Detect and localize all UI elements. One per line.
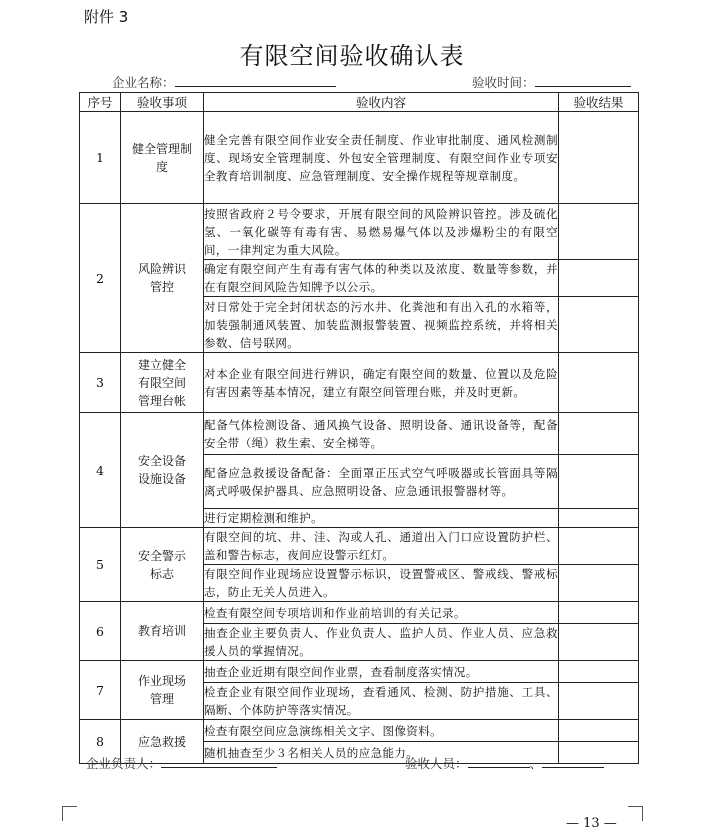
company-leader-label: 企业负责人： bbox=[86, 756, 162, 771]
row-result-cell[interactable] bbox=[559, 353, 639, 413]
row-content: 随机抽查至少３名相关人员的应急能力。 bbox=[204, 742, 559, 764]
header-result: 验收结果 bbox=[559, 93, 639, 112]
header-seq: 序号 bbox=[80, 93, 121, 112]
row-result-cell[interactable] bbox=[559, 297, 639, 353]
table-row bbox=[80, 661, 639, 683]
row-item: 应急救援 bbox=[121, 720, 204, 764]
inspector-blank-1 bbox=[468, 755, 530, 768]
row-content: 抽查企业主要负责人、作业负责人、监护人员、作业人员、应急救援人员的掌握情况。 bbox=[204, 624, 559, 661]
row-result-cell[interactable] bbox=[559, 509, 639, 528]
row-number: 4 bbox=[80, 413, 121, 528]
table-row bbox=[80, 112, 639, 204]
table-row bbox=[80, 528, 639, 565]
row-item: 作业现场管理 bbox=[121, 661, 204, 720]
page-title: 有限空间验收确认表 bbox=[239, 42, 465, 70]
inspection-time-label: 验收时间： bbox=[472, 75, 535, 90]
row-number: 5 bbox=[80, 528, 121, 602]
row-result-cell[interactable] bbox=[559, 413, 639, 455]
row-number: 7 bbox=[80, 661, 121, 720]
row-number: 3 bbox=[80, 353, 121, 413]
row-item: 安全警示标志 bbox=[121, 528, 204, 602]
row-content: 按照省政府２号令要求，开展有限空间的风险辨识管控。涉及硫化氢、一氧化碳等有毒有害、易燃易爆气体以及涉爆粉尘的有限空间，一律判定为重大风险。 bbox=[204, 204, 559, 260]
row-number: 8 bbox=[80, 720, 121, 764]
row-number: 2 bbox=[80, 204, 121, 353]
row-result-cell[interactable] bbox=[559, 528, 639, 565]
row-content: 检查有限空间专项培训和作业前培训的有关记录。 bbox=[204, 602, 559, 624]
row-result-cell[interactable] bbox=[559, 720, 639, 742]
crop-mark-right bbox=[628, 806, 643, 821]
crop-mark-left bbox=[62, 806, 77, 821]
header-content: 验收内容 bbox=[204, 93, 559, 112]
row-result-cell[interactable] bbox=[559, 204, 639, 260]
row-result-cell[interactable] bbox=[559, 624, 639, 661]
company-leader-field bbox=[86, 754, 277, 772]
header-item: 验收事项 bbox=[121, 93, 204, 112]
inspection-time-field bbox=[472, 73, 631, 91]
table-header-row bbox=[80, 93, 639, 112]
row-result-cell[interactable] bbox=[559, 455, 639, 509]
row-result-cell[interactable] bbox=[559, 112, 639, 204]
row-result-cell[interactable] bbox=[559, 260, 639, 297]
row-content: 配备气体检测设备、通风换气设备、照明设备、通讯设备等，配备安全带（绳）救生索、安全梯等。 bbox=[204, 413, 559, 455]
inspectors-label: 验收人员： bbox=[405, 756, 468, 771]
table-row bbox=[80, 602, 639, 624]
inspectors-field bbox=[405, 754, 604, 772]
row-content: 对日常处于完全封闭状态的污水井、化粪池和有出入孔的水箱等，加装强制通风装置、加装监测报警装置、视频监控系统，并将相关参数、信号联网。 bbox=[204, 297, 559, 353]
table-row bbox=[80, 204, 639, 260]
row-result-cell[interactable] bbox=[559, 565, 639, 602]
company-name-field bbox=[112, 73, 336, 91]
row-item: 健全管理制度 bbox=[121, 112, 204, 204]
table-row bbox=[80, 413, 639, 455]
row-content: 确定有限空间产生有毒有害气体的种类以及浓度、数量等参数，并在有限空间风险告知牌予以公示。 bbox=[204, 260, 559, 297]
table-row bbox=[80, 353, 639, 413]
inspector-separator: 、 bbox=[529, 756, 543, 771]
row-number: 6 bbox=[80, 602, 121, 661]
company-leader-blank bbox=[161, 755, 277, 768]
row-number: 1 bbox=[80, 112, 121, 204]
row-item: 教育培训 bbox=[121, 602, 204, 661]
row-result-cell[interactable] bbox=[559, 661, 639, 683]
acceptance-table bbox=[79, 92, 639, 764]
company-name-label: 企业名称： bbox=[112, 75, 175, 90]
row-result-cell[interactable] bbox=[559, 683, 639, 720]
row-content: 对本企业有限空间进行辨识，确定有限空间的数量、位置以及危险有害因素等基本情况，建立有限空间管理台账，并及时更新。 bbox=[204, 353, 559, 413]
row-content: 有限空间的坑、井、洼、沟或人孔、通道出入门口应设置防护栏、盖和警告标志，夜间应设警示红灯。 bbox=[204, 528, 559, 565]
row-content: 进行定期检测和维护。 bbox=[204, 509, 559, 528]
row-item: 安全设备设施设备 bbox=[121, 413, 204, 528]
row-item: 建立健全有限空间管理台帐 bbox=[121, 353, 204, 413]
attachment-label: 附件 3 bbox=[84, 8, 129, 26]
row-item: 风险辨识管控 bbox=[121, 204, 204, 353]
inspector-blank-2 bbox=[542, 755, 604, 768]
inspection-time-blank bbox=[535, 74, 631, 87]
row-content: 健全完善有限空间作业安全责任制度、作业审批制度、通风检测制度、现场安全管理制度、外包安全管理制度、有限空间作业专项安全教育培训制度、应急管理制度、安全操作规程等规章制度。 bbox=[204, 112, 559, 204]
row-content: 检查企业有限空间作业现场，查看通风、检测、防护措施、工具、隔断、个体防护等落实情况。 bbox=[204, 683, 559, 720]
row-content: 检查有限空间应急演练相关文字、图像资料。 bbox=[204, 720, 559, 742]
row-content: 配备应急救援设备配备：全面罩正压式空气呼吸器或长管面具等隔离式呼吸保护器具、应急照明设备、应急通讯报警器材等。 bbox=[204, 455, 559, 509]
company-name-blank bbox=[175, 74, 336, 87]
page-number: — 13 — bbox=[566, 816, 617, 831]
table-row bbox=[80, 720, 639, 742]
row-result-cell[interactable] bbox=[559, 602, 639, 624]
row-content: 抽查企业近期有限空间作业票，查看制度落实情况。 bbox=[204, 661, 559, 683]
row-content: 有限空间作业现场应设置警示标识，设置警戒区、警戒线、警戒标志，防止无关人员进入。 bbox=[204, 565, 559, 602]
